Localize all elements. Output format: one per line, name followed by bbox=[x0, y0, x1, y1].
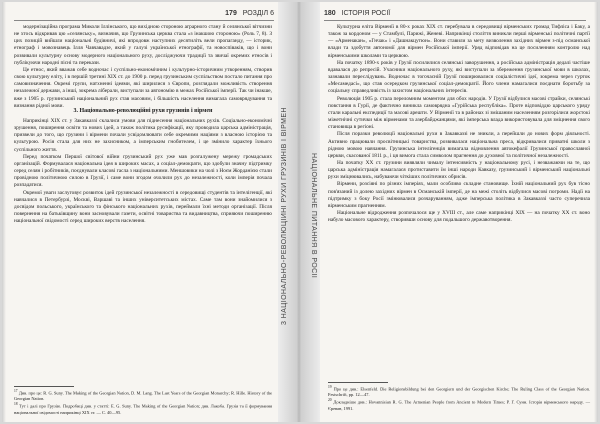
left-footnotes bbox=[14, 389, 272, 416]
right-page bbox=[320, 2, 598, 422]
footnote bbox=[14, 389, 272, 402]
book-gutter bbox=[278, 2, 320, 422]
paragraph: Вірмени, розсіяні по різних імперіях, мали особливо складне становище. Їхній національний рух був тісно пов'язаний із долею західних вірмен в Османській імперії, де на межі століть відбулися масові погроми. Надії на підтримку з боку Росії змінювалися розчаруванням, адже імперська політика в Закавказзі часто суперечила вірменським прагненням. bbox=[328, 181, 590, 209]
section-heading: 3. Національно-революційні рухи грузинів і вірмен bbox=[73, 108, 213, 114]
left-page-number: 179 bbox=[225, 10, 237, 17]
paragraph: Наприкінці XIX ст. у Закавказзі склалися умови для піднесення національних рухів. Соціально-економічні зрушення, поширення освіти та нових ідей, а також політика русифікації, яку проводила царська адміністрація, призвели до того, що грузини і вірмени почали усвідомлювати себе окремими націями з власною історією та культурою. Росія стала для них не захисником, а імперським гнобителем, і це змінило характер їхнього суспільного життя. bbox=[14, 118, 272, 153]
paragraph: Перед початком Першої світової війни грузинський рух уже мав розгалужену мережу громадських організацій. Формувалася національна ідея в широких масах, а соціал-демократи, що здобули значну підтримку серед селян і робітників, поєднували класові гасла з національними. Меншовики на чолі з Ноєм Жорданією стали провідною політичною силою в Грузії, і саме вони згодом очолили рух до незалежності, коли імперія почала розпадатися. bbox=[14, 153, 273, 189]
paragraph: Це етнос, який вважав себе водночас і суспільно-економічним і культурно-історичним утворенням, створив свою культурну еліту, і в першій третині XIX ст. до 1900 р. перед грузинським суспільством постало питання про самовизначення. Окремі групи, натхненні ідеями, які ширилися з Європи, розглядали можливість створення незалежної держави, а інші, зокрема ліберали, виступали за автономію в межах Російської імперії. Так чи інакше, вже з 1905 р. грузинський національний рух став масовим, і більшість населення вимагала самоврядування та визнання рідної мови. bbox=[14, 66, 272, 109]
footnote bbox=[14, 402, 272, 415]
paragraph: На початку 1890-х років у Грузії посилилися селянські заворушення, а російська адміністрація дедалі частіше вдавалася до репресій. Учасники національного руху, які виступали за збереження грузинської мови в школах, зазнавали переслідувань. Водночас в тогочасній Грузії поширювалися соціалістичні ідеї, зокрема через гурток «Месамедасі», що став осередком грузинської соціал-демократії. Його члени намагалися поєднати боротьбу за соціальну справедливість із захистом національних інтересів. bbox=[328, 59, 590, 95]
paragraph: Революція 1905 р. стала переломним моментом для обох народів. У Грузії відбулися масові страйки, селянські повстання в Гурії, де фактично виникла самоврядна «Гурійська республіка». Проте відповіддю царського уряду стали каральні експедиції та масові арешти. У Вірменії та в районах зі змішаним населенням розгорілися жорстокі міжетнічні сутички між вірменами та азербайджанцями, які імперська влада використовувала для зміцнення свого становища в регіоні. bbox=[328, 95, 590, 131]
right-footnotes bbox=[328, 385, 590, 412]
footnote-text: Докладніше див.: Hovannisian R. G. The Armenian People from Ancient to Modern Times; Р. Г. Суни. Історія вірменського народу. — Єреван, 1991. bbox=[328, 399, 590, 411]
paragraph: Національне відродження розпочалося ще у XVIII ст., але саме наприкінці XIX — на початку XX ст. воно набуло масового характеру, створивши основу для подальшого державотворення. bbox=[328, 210, 590, 224]
header-rule bbox=[14, 20, 274, 21]
footnote-text: Див. про це: R. G. Suny. The Making of the Georgian Nation, D. M. Lang. The Last Years of the Georgian Monarchy; R. Hille. History of the Georgian Nation. bbox=[14, 390, 272, 402]
footnote-text: Тут і далі про Грузію. Подробиці див. у статті: Е. G. Suny. The Making of the Georgian Nation; див. Лакоба. Грузія та її формування національної свідомості наприкінці XIX ст. — С. 40—95. bbox=[14, 403, 272, 415]
footnote-rule bbox=[328, 382, 388, 383]
header-rule bbox=[324, 20, 586, 21]
right-body bbox=[328, 24, 590, 224]
paragraph: Після поразки революції національні рухи в Закавказзі не зникли, а перейшли до нових форм діяльності. Активно працювали просвітницькі товариства, розвивалася національна преса, відкривалися приватні школи з рідною мовою навчання. Грузинська інтелігенція вимагала відновлення автокефалії Грузинської православної церкви, скасованої 1811 р., і ця вимога стала символом прагнення до духовної та політичної незалежності. bbox=[328, 131, 590, 159]
right-running-title: ІСТОРІЯ РОСІЇ bbox=[341, 10, 391, 17]
left-spine-title: 3 НАЦІОНАЛЬНО-РЕВОЛЮЦІЙНІ РУХИ ГРУЗИНІВ І ВІРМЕН bbox=[281, 107, 288, 325]
footnote bbox=[328, 385, 590, 398]
paragraph: модернізаційна програма Миколи Іллінського, що вихідною стороною аграрного стану й селянської вітчизни не хтось відкривав цю «селянську», визначив, що Грузинська церква стала «з інакшою стороною» (Роль 7, 8). З цих позицій вийшли національні будівничі, які впродовж наступних десятиліть вели пропаганду, — історик, етнограф і мовознавець Ілля Чавчавадзе, який у галузі української етнографії, та новоспіваків, що і вони розвивали культурну основу модерного національного руху, досліджуючи традиції та звичаї окремих етносів і публікуючи народні пісні та перекази. bbox=[14, 24, 272, 66]
footnote bbox=[328, 398, 590, 411]
footnote-number: 20 bbox=[328, 398, 332, 403]
page-edge-shadow bbox=[594, 2, 598, 422]
left-body-top bbox=[14, 24, 272, 110]
footnote-rule bbox=[14, 386, 74, 387]
right-page-number: 180 bbox=[324, 10, 336, 17]
page-edge-shadow bbox=[2, 2, 6, 422]
footnote-text: Про це див.: Elsenfeld. Die Religionsbildung bei den Georgiern und der Georgischen Kirche; The Ruling Class of the Georgian Nation. Festschrift, pp. 12—47. bbox=[328, 386, 590, 398]
right-running-head bbox=[324, 10, 390, 20]
paragraph: Культурна еліта Вірменії в 80-х роках XIX ст. перебувала в середовищі вірменських громад Тифліса і Баку, а також за кордоном — у Стамбулі, Парижі, Женеві. Наприкінці століття виникли перші вірменські політичні партії — «Арменакан», «Гнчак» і «Дашнакцутюн». Вони ставили за мету визволення західних вірмен з-під османської влади та здобуття автономії для вірмен Російської імперії. Уряд відповідав на це посиленням контролю над вірменськими школами та церквою. bbox=[328, 24, 590, 59]
left-running-title: РОЗДІЛ 6 bbox=[242, 10, 274, 17]
left-body-bottom bbox=[14, 118, 272, 225]
left-page bbox=[2, 2, 278, 422]
footnote-number: 17 bbox=[14, 389, 18, 393]
paragraph: Окремої уваги заслуговує розвиток ідей грузинської незалежності в середовищі студентів та інтелігенції, які навчалися в Петербурзі, Москві, Варшаві та інших університетських містах. Саме там вони знайомилися з досвідом польського, українського та фінського національних рухів, переймали їхні методи організації. Після повернення на батьківщину вони засновували газети, освітні товариства та видавництва, сприяючи поширенню національної свідомості серед широких верств населення. bbox=[14, 189, 272, 225]
left-running-head bbox=[225, 10, 274, 20]
right-spine-title: НАЦІОНАЛЬНЕ ПИТАННЯ В РОСІЇ bbox=[310, 153, 317, 279]
book-spread bbox=[2, 2, 598, 422]
paragraph: На початку XX ст. грузини виявляли чималу інтенсивність у національному русі, і незважаючи на те, що царська адміністрація намагалася протиставити їм інші народи Кавказу, грузинський і вірменський національні рухи зміцнювались, набуваючи чіткіших політичних обрисів. bbox=[328, 159, 590, 181]
footnote-number: 18 bbox=[14, 402, 18, 407]
footnote-number: 19 bbox=[328, 385, 332, 389]
